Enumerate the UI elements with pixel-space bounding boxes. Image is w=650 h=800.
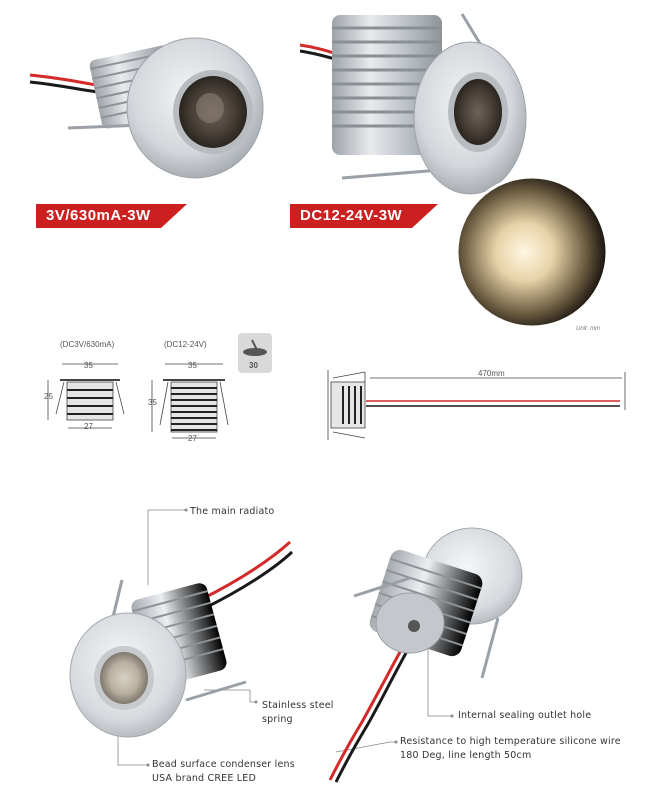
unit-note: Unit: mm [576, 326, 600, 332]
callout-lens-line2: USA brand CREE LED [152, 773, 256, 784]
wire-length: 470mm [478, 369, 505, 378]
product-3v-photo [30, 38, 263, 178]
angle-value: 30 [249, 361, 258, 370]
callout-wire-line1: Resistance to high temperature silicone wire [400, 736, 621, 747]
variant-a-label: (DC3V/630mA) [60, 340, 115, 349]
callout-spring-line1: Stainless steel [262, 700, 334, 711]
badge-3v: 3V/630mA-3W [36, 204, 161, 228]
lit-lamp-photo [457, 177, 607, 327]
a-top-width: 35 [84, 361, 93, 370]
callout-outlet: Internal sealing outlet hole [458, 710, 592, 721]
annotated-photos [0, 490, 650, 800]
b-bottom-width: 27 [188, 434, 197, 443]
badge-12v: DC12-24V-3W [290, 204, 412, 228]
callout-radiator: The main radiato [190, 506, 275, 517]
a-bottom-width: 27 [84, 422, 93, 431]
variant-b-label: (DC12-24V) [164, 340, 207, 349]
callout-wire-line2: 180 Deg, line length 50cm [400, 750, 532, 761]
callout-lens-line1: Bead surface condenser lens [152, 759, 295, 770]
callout-spring-line2: spring [262, 714, 293, 725]
b-top-width: 35 [188, 361, 197, 370]
technical-drawing [0, 330, 650, 450]
fixture-front-view [70, 542, 292, 737]
b-height: 35 [148, 398, 157, 407]
product-12v-photo [300, 14, 526, 194]
a-height: 25 [44, 392, 53, 401]
product-photos [0, 0, 650, 330]
